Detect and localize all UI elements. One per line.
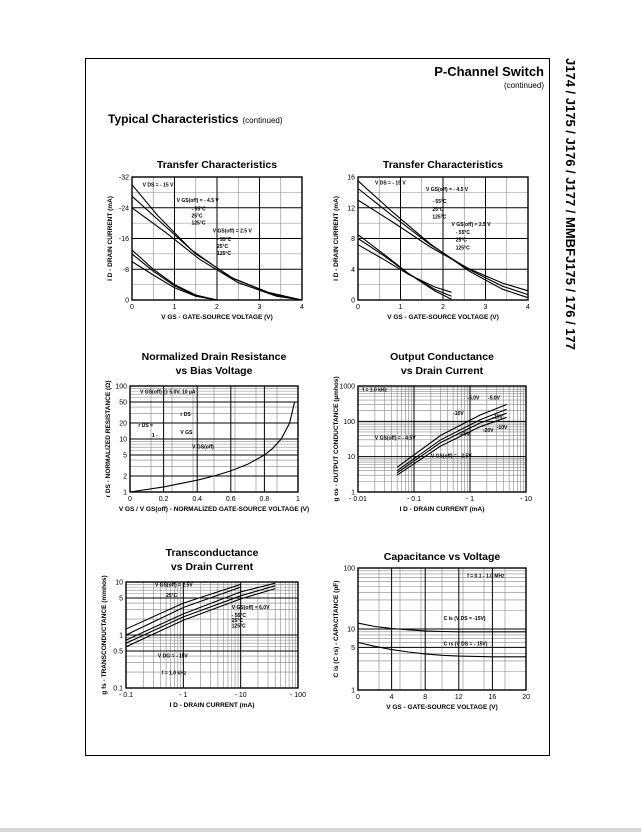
chart1-annotation-7: - 55°C: [217, 237, 232, 244]
chart5-ytick-label-3: 5: [119, 595, 123, 603]
chart6-ylabel: C is (C rs) - CAPACITANCE (pF): [333, 580, 340, 678]
chart1-annotation-9: 125°C: [217, 251, 231, 258]
chart3-xtick-label-2: 0.4: [192, 496, 203, 503]
chart1-xtick-label-1: 1: [172, 304, 177, 311]
chart3-ytick-label-4: 20: [119, 420, 127, 428]
chart3-ytick-label-1: 2: [123, 473, 127, 481]
chart1-xtick-label-2: 2: [215, 304, 219, 311]
chart3-xtick-label-1: 0.2: [158, 496, 169, 503]
chart4-annotation-8: -20V: [459, 431, 471, 438]
chart4-annotation-9: V GS(off) = - 4.5V: [374, 435, 416, 442]
chart2-title: Transfer Characteristics: [382, 159, 504, 171]
side-part-number-text: J174 / J175 / J176 / J177 / MMBFJ175 / 176 / 177: [563, 58, 578, 350]
chart3-annotation-5: V GS: [180, 429, 193, 436]
chart3-title: Normalized Drain Resistance: [141, 351, 287, 363]
chart6-title: Capacitance vs Voltage: [383, 551, 501, 563]
chart2-series-4: [358, 235, 452, 300]
chart1-xtick-label-3: 3: [257, 304, 262, 311]
chart5-xtick-label-2: - 10: [234, 692, 247, 699]
chart4-annotation-4: -10V: [453, 411, 464, 418]
chart2-ytick-label-4: 16: [347, 174, 355, 182]
chart1-xlabel: V GS - GATE-SOURCE VOLTAGE (V): [161, 314, 273, 321]
chart2-xtick-label-1: 1: [398, 304, 403, 311]
chart2-annotation-7: - 55°C: [455, 229, 470, 236]
chart2-xtick-label-0: 0: [356, 304, 360, 311]
chart4-title: Output Conductance: [390, 351, 494, 363]
chart5-ytick-label-4: 10: [115, 579, 123, 587]
chart6-xtick-label-5: 20: [522, 694, 530, 701]
chart6-xlabel: V GS - GATE-SOURCE VOLTAGE (V): [386, 704, 498, 711]
chart2-xlabel: V GS - GATE-SOURCE VOLTAGE (V): [387, 314, 499, 321]
chart3-annotation-1: V GS(off) @ 5.0V, 10 µA: [140, 389, 196, 396]
chart1-ylabel: I D - DRAIN CURRENT (mA): [107, 196, 114, 281]
chart-capacitance-vs-voltage: [318, 544, 548, 714]
chart1-annotation-8: 25°C: [217, 244, 229, 251]
chart2-ytick-label-2: 8: [351, 236, 355, 243]
chart3-xtick-label-3: 0.6: [225, 496, 236, 503]
chart6-xtick-label-2: 8: [423, 694, 428, 701]
chart3-ytick-label-2: 5: [123, 452, 127, 460]
chart-normalized-drain-resistance: [90, 348, 320, 518]
page-continued-note: (continued): [503, 81, 544, 90]
side-part-number: [563, 58, 580, 468]
chart3-ytick-label-3: 10: [119, 436, 127, 444]
chart2-annotation-4: 25°C: [432, 206, 444, 213]
chart5-annotation-5: 25°C: [231, 618, 243, 625]
section-continued-note: (continued): [242, 116, 283, 125]
chart5-xlabel: I D - DRAIN CURRENT (mA): [169, 702, 255, 709]
chart6-xtick-label-4: 16: [488, 694, 497, 701]
chart2-ytick-label-3: 12: [347, 205, 355, 213]
chart1-ytick-label-4: -32: [118, 174, 129, 182]
chart3-xtick-label-4: 0.8: [259, 496, 270, 503]
chart6-xtick-label-1: 4: [389, 694, 394, 701]
chart4-subtitle: vs Drain Current: [400, 365, 484, 377]
chart-transfer-characteristics-1: [90, 152, 320, 324]
chart3-ytick-label-5: 50: [119, 399, 127, 407]
chart4-ytick-label-1: 10: [347, 454, 355, 462]
chart1-annotation-4: 25°C: [191, 213, 203, 220]
chart4-ylabel: g os - OUTPUT CONDUCTANCE (µmhos): [333, 376, 340, 502]
chart4-annotation-7: -20V: [482, 427, 494, 434]
chart3-ytick-label-6: 100: [115, 383, 127, 391]
chart2-xtick-label-3: 3: [483, 304, 488, 311]
chart6-xtick-label-0: 0: [356, 694, 360, 701]
chart5-annotation-1: V GS(off) = 2.5V: [154, 582, 193, 589]
chart2-annotation-6: V GS(off) = 2.5 V: [451, 222, 491, 229]
section-title: [108, 112, 283, 126]
chart1-annotation-3: - 55°C: [191, 206, 206, 213]
chart1-xtick-label-4: 4: [300, 304, 304, 311]
chart-transfer-characteristics-2: [318, 152, 548, 324]
chart-output-conductance: [318, 348, 548, 518]
chart5-xtick-label-0: - 0.1: [118, 692, 134, 699]
chart6-ytick-label-0: 1: [351, 687, 355, 695]
chart4-ytick-label-2: 100: [343, 418, 355, 426]
chart4-annotation-6: -10V: [496, 425, 508, 432]
chart2-series-6: [358, 245, 452, 293]
chart4-xtick-label-0: - 0.01: [349, 496, 367, 503]
chart3-annotation-2: r DS =: [138, 422, 153, 429]
chart6-annotation-3: C rs (V DS = - 15V): [443, 641, 488, 648]
chart5-xtick-label-3: - 100: [290, 692, 306, 699]
chart5-ytick-label-2: 1: [119, 632, 123, 640]
chart5-ylabel: g fs - TRANSCONDUCTANCE (mmhos): [101, 575, 108, 695]
chart5-annotation-2: 25°C: [166, 593, 178, 600]
chart2-annotation-9: 125°C: [455, 245, 470, 252]
chart4-ytick-label-0: 1: [351, 489, 355, 497]
chart1-title: Transfer Characteristics: [156, 159, 278, 171]
chart2-annotation-5: 125°C: [432, 214, 447, 221]
chart5-annotation-6: 125°C: [231, 623, 246, 630]
chart4-annotation-5: -15V: [492, 414, 503, 421]
chart4-xlabel: I D - DRAIN CURRENT (mA): [399, 506, 485, 513]
chart4-annotation-3: -5.0V: [488, 395, 500, 402]
chart4-xtick-label-2: - 1: [465, 496, 475, 503]
chart5-title: Transconductance: [165, 547, 259, 559]
chart3-ytick-label-0: 1: [123, 489, 127, 497]
chart-transconductance: [90, 544, 320, 714]
chart3-xtick-label-5: 1: [296, 496, 300, 503]
chart4-xtick-label-1: - 0.1: [406, 496, 422, 503]
chart1-annotation-2: V GS(off) = - 4.5 V: [176, 197, 219, 204]
chart2-ytick-label-0: 0: [351, 297, 355, 305]
chart4-xtick-label-3: - 10: [519, 496, 533, 503]
chart6-ytick-label-3: 100: [343, 565, 355, 573]
chart1-annotation-1: V DS = - 15 V: [142, 182, 174, 189]
chart6-ytick-label-1: 5: [351, 644, 355, 652]
chart6-annotation-1: f = 0.1 - 1.0 MHz: [467, 573, 505, 580]
chart2-annotation-1: V DS = - 15 V: [375, 180, 406, 187]
chart3-xtick-label-0: 0: [128, 496, 132, 503]
chart6-ytick-label-2: 10: [347, 626, 355, 634]
chart5-ytick-label-0: 0.1: [113, 685, 123, 693]
chart6-annotation-2: C is (V DS = -15V): [443, 616, 486, 623]
chart6-xtick-label-3: 12: [454, 694, 463, 701]
chart2-xtick-label-4: 4: [526, 304, 530, 311]
chart5-annotation-8: f = 1.0 kHz: [161, 670, 187, 677]
chart2-annotation-2: V GS(off) = - 4.5 V: [426, 186, 469, 193]
chart1-ytick-label-1: -8: [122, 266, 129, 274]
chart3-annotation-4: 1 -: [151, 432, 158, 439]
chart4-annotation-10: V GS(off) = - 2.5V: [430, 453, 472, 460]
chart1-annotation-6: V GS(off) = 2.5 V: [212, 228, 252, 235]
chart3-xlabel: V GS / V GS(off) - NORMALIZED GATE-SOURCE VOLTAGE (V): [118, 506, 310, 513]
chart3-annotation-6: V GS(off): [192, 444, 214, 451]
chart1-ytick-label-3: -24: [118, 205, 129, 213]
chart1-ytick-label-0: 0: [125, 297, 129, 305]
chart2-xtick-label-2: 2: [441, 304, 445, 311]
page-title: P-Channel Switch: [434, 64, 544, 79]
chart3-subtitle: vs Bias Voltage: [175, 365, 253, 377]
chart2-ytick-label-1: 4: [351, 266, 355, 274]
chart1-annotation-5: 125°C: [191, 220, 206, 227]
chart5-xtick-label-1: - 1: [179, 692, 188, 699]
chart2-annotation-3: - 55°C: [432, 199, 447, 206]
chart4-annotation-2: -5.0V: [467, 395, 480, 402]
chart2-ylabel: I D - DRAIN CURRENT (mA): [333, 196, 340, 281]
chart1-ytick-label-2: -16: [118, 236, 129, 243]
chart2-annotation-8: 25°C: [455, 237, 467, 244]
chart5-annotation-4: - 55°C: [231, 612, 247, 619]
chart5-ytick-label-1: 0.5: [113, 648, 123, 656]
viewer-bottom-bar: [0, 828, 641, 832]
chart4-annotation-1: f = 1.0 kHz: [362, 387, 388, 394]
chart1-xtick-label-0: 0: [130, 304, 134, 311]
chart5-subtitle: vs Drain Current: [170, 561, 254, 573]
section-title-text: Typical Characteristics: [108, 112, 239, 126]
chart5-annotation-7: V DG = - 15V: [157, 653, 188, 660]
chart4-ytick-label-3: 1000: [339, 383, 355, 391]
chart3-ylabel: r DS - NORMALIZED RESISTANCE (Ω): [105, 380, 112, 498]
chart3-annotation-3: r DS: [180, 412, 191, 419]
chart5-annotation-3: V GS(off) = 6.0V: [231, 604, 270, 611]
